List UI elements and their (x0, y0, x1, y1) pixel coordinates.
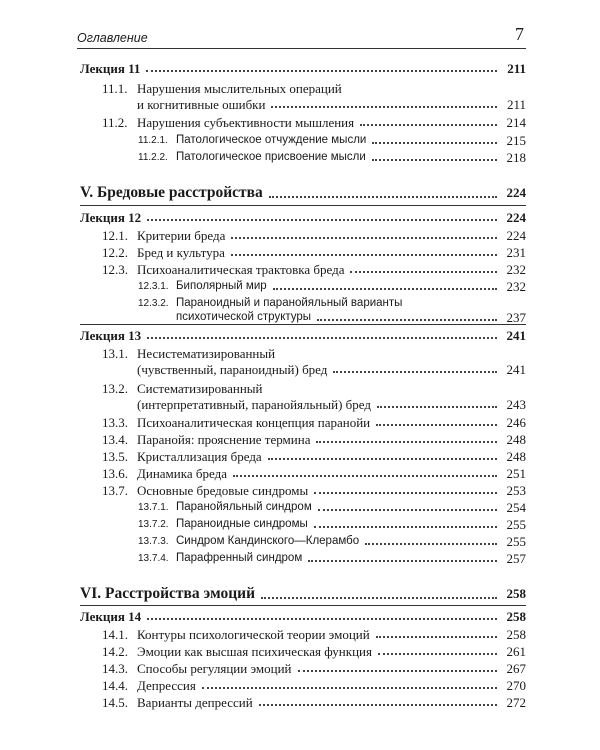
entry-title-line2: и когнитивные ошибки (137, 97, 266, 112)
entry-title-line1: Параноидный и паранойяльный варианты (176, 297, 403, 309)
dot-leader (261, 597, 497, 599)
dot-leader (376, 636, 497, 638)
entry-number: 13.6. (102, 466, 128, 481)
divider-line (80, 605, 526, 606)
toc-entry-13-6[interactable] (102, 466, 526, 481)
toc-entry-14-2[interactable] (102, 644, 526, 659)
entry-number: 13.7.1. (138, 502, 169, 513)
toc-entry-13-7-2[interactable] (138, 517, 526, 532)
entry-title: Параноидные синдромы (176, 518, 308, 530)
entry-title: Контуры психологической теории эмоций (137, 627, 370, 642)
entry-title: Эмоции как высшая психическая функция (137, 644, 372, 659)
page-ref: 255 (506, 534, 526, 549)
page-ref: 272 (506, 695, 526, 710)
entry-number: 14.2. (102, 644, 128, 659)
entry-title: Патологическое присвоение мысли (176, 151, 366, 163)
toc-entry-14-4[interactable] (102, 678, 526, 693)
lecture-label: Лекция 12 (80, 210, 142, 225)
page-ref: 243 (506, 397, 526, 412)
lecture-label: Лекция 11 (80, 61, 141, 76)
toc-entry-14-1[interactable] (102, 627, 526, 642)
page-ref: 258 (506, 586, 526, 601)
entry-number: 12.3.1. (138, 281, 169, 292)
divider-line (80, 324, 526, 325)
toc-entry-11-1[interactable] (102, 97, 526, 112)
page-ref: 224 (506, 185, 526, 200)
page-ref: 218 (506, 150, 526, 165)
dot-leader (372, 159, 497, 161)
page-ref: 214 (506, 115, 526, 130)
toc-part-v[interactable] (80, 184, 526, 202)
toc-entry-12-3-1[interactable] (138, 279, 526, 294)
toc-entry-13-7-1[interactable] (138, 500, 526, 515)
dot-leader (233, 475, 497, 477)
entry-number: 12.1. (102, 228, 128, 243)
header-title: Оглавление (77, 31, 148, 45)
toc-part-vi[interactable] (80, 585, 526, 603)
dot-leader (314, 526, 497, 528)
toc-entry-13-3[interactable] (102, 415, 526, 430)
entry-title: Парафренный синдром (176, 552, 303, 564)
page-ref: 255 (506, 517, 526, 532)
entry-number: 11.2.2. (138, 152, 168, 163)
toc-entry-14-3[interactable] (102, 661, 526, 676)
entry-number: 11.2. (102, 115, 128, 130)
toc-lecture-14[interactable] (80, 609, 526, 624)
dot-leader (360, 124, 497, 126)
toc-entry-12-2[interactable] (102, 245, 526, 260)
entry-title: Психоаналитическая трактовка бреда (137, 262, 345, 277)
page-ref: 232 (506, 262, 526, 277)
dot-leader (147, 337, 497, 339)
page-ref: 258 (506, 627, 526, 642)
page-ref: 257 (506, 551, 526, 566)
entry-number: 14.4. (102, 678, 128, 693)
entry-number: 14.5. (102, 695, 128, 710)
page-ref: 258 (506, 609, 526, 624)
dot-leader (316, 441, 497, 443)
toc-entry-11-2-2[interactable] (138, 150, 526, 165)
page-ref: 270 (506, 678, 526, 693)
entry-title: Депрессия (137, 678, 196, 693)
dot-leader (333, 371, 497, 373)
entry-number: 12.3.2. (138, 298, 169, 309)
entry-title: Кристаллизация бреда (137, 449, 262, 464)
entry-title: Паранойяльный синдром (176, 501, 312, 513)
entry-title-line2: (интерпретативный, паранойяльный) бред (137, 397, 371, 412)
dot-leader (147, 618, 497, 620)
entry-title-line1: Систематизированный (137, 381, 263, 396)
toc-entry-13-2[interactable] (102, 397, 526, 412)
toc-entry-12-1[interactable] (102, 228, 526, 243)
dot-leader (146, 70, 497, 72)
page-ref: 261 (506, 644, 526, 659)
entry-title: Биполярный мир (176, 280, 267, 292)
page-ref: 211 (507, 61, 526, 76)
entry-number: 14.3. (102, 661, 128, 676)
page-ref: 224 (506, 210, 526, 225)
toc-entry-11-2[interactable] (102, 115, 526, 130)
dot-leader (318, 509, 497, 511)
page-ref: 232 (506, 279, 526, 294)
dot-leader (317, 319, 497, 321)
page-ref: 253 (506, 483, 526, 498)
part-label: V. Бредовые расстройства (80, 184, 263, 201)
entry-number: 13.7. (102, 483, 128, 498)
entry-number: 13.7.3. (138, 536, 169, 547)
dot-leader (271, 106, 497, 108)
toc-entry-14-5[interactable] (102, 695, 526, 710)
toc-entry-13-1[interactable] (102, 362, 526, 377)
page-ref: 211 (506, 97, 526, 112)
running-header (77, 24, 526, 49)
toc-lecture-12[interactable] (80, 210, 526, 225)
page-ref: 241 (506, 328, 526, 343)
entry-number: 13.4. (102, 432, 128, 447)
dot-leader (365, 543, 497, 545)
entry-title: Критерии бреда (137, 228, 226, 243)
entry-number: 14.1. (102, 627, 128, 642)
entry-title-line2: (чувственный, параноидный) бред (137, 362, 328, 377)
entry-title: Синдром Кандинского—Клерамбо (176, 535, 360, 547)
page-ref: 237 (506, 310, 526, 325)
entry-title: Патологическое отчуждение мысли (176, 134, 367, 146)
dot-leader (314, 492, 497, 494)
dot-leader (259, 704, 497, 706)
toc-lecture-13[interactable] (80, 328, 526, 343)
entry-title-line2: психотической структуры (176, 311, 312, 323)
toc-entry-13-5[interactable] (102, 449, 526, 464)
dot-leader (273, 288, 497, 290)
lecture-label: Лекция 13 (80, 328, 142, 343)
entry-title: Паранойя: прояснение термина (137, 432, 311, 447)
entry-number: 12.2. (102, 245, 128, 260)
dot-leader (308, 560, 497, 562)
dot-leader (269, 196, 497, 198)
toc-entry-12-3-2[interactable] (138, 310, 526, 325)
entry-number: 13.7.4. (138, 553, 169, 564)
entry-number: 13.2. (102, 381, 128, 396)
entry-title-line1: Несистематизированный (137, 346, 276, 361)
dot-leader (377, 406, 497, 408)
dot-leader (350, 271, 497, 273)
entry-title: Бред и культура (137, 245, 225, 260)
page-ref: 246 (506, 415, 526, 430)
toc-entry-12-3[interactable] (102, 262, 526, 277)
toc-entry-11-2-1[interactable] (138, 133, 526, 148)
entry-number: 13.7.2. (138, 519, 169, 530)
toc-entry-13-7[interactable] (102, 483, 526, 498)
page-ref: 251 (506, 466, 526, 481)
dot-leader (378, 653, 497, 655)
part-label: VI. Расстройства эмоций (80, 585, 256, 602)
entry-number: 12.3. (102, 262, 128, 277)
lecture-label: Лекция 14 (80, 609, 142, 624)
page-ref: 231 (506, 245, 526, 260)
page-number: 7 (515, 24, 524, 44)
entry-title: Варианты депрессий (137, 695, 253, 710)
entry-number: 13.3. (102, 415, 128, 430)
dot-leader (376, 424, 497, 426)
entry-title-line1: Нарушения мыслительных операций (137, 81, 342, 96)
entry-number: 11.1. (102, 81, 128, 96)
entry-number: 13.5. (102, 449, 128, 464)
page-ref: 241 (506, 362, 526, 377)
entry-title: Психоаналитическая концепция паранойи (137, 415, 371, 430)
dot-leader (147, 219, 497, 221)
dot-leader (231, 254, 497, 256)
entry-title: Нарушения субъективности мышления (137, 115, 355, 130)
page-ref: 267 (506, 661, 526, 676)
entry-title: Способы регуляции эмоций (137, 661, 292, 676)
entry-number: 13.1. (102, 346, 128, 361)
dot-leader (202, 687, 497, 689)
divider-line (80, 205, 526, 206)
dot-leader (372, 142, 497, 144)
dot-leader (298, 670, 497, 672)
toc-entry-13-4[interactable] (102, 432, 526, 447)
page-ref: 215 (506, 133, 526, 148)
toc-lecture-11[interactable] (80, 61, 526, 76)
entry-title: Основные бредовые синдромы (137, 483, 309, 498)
page-ref: 248 (506, 449, 526, 464)
page-ref: 224 (506, 228, 526, 243)
page-ref: 254 (506, 500, 526, 515)
dot-leader (268, 458, 497, 460)
entry-number: 11.2.1. (138, 135, 168, 146)
page-ref: 248 (506, 432, 526, 447)
dot-leader (231, 237, 497, 239)
toc-entry-13-7-4[interactable] (138, 551, 526, 566)
toc-entry-13-7-3[interactable] (138, 534, 526, 549)
entry-title: Динамика бреда (137, 466, 227, 481)
